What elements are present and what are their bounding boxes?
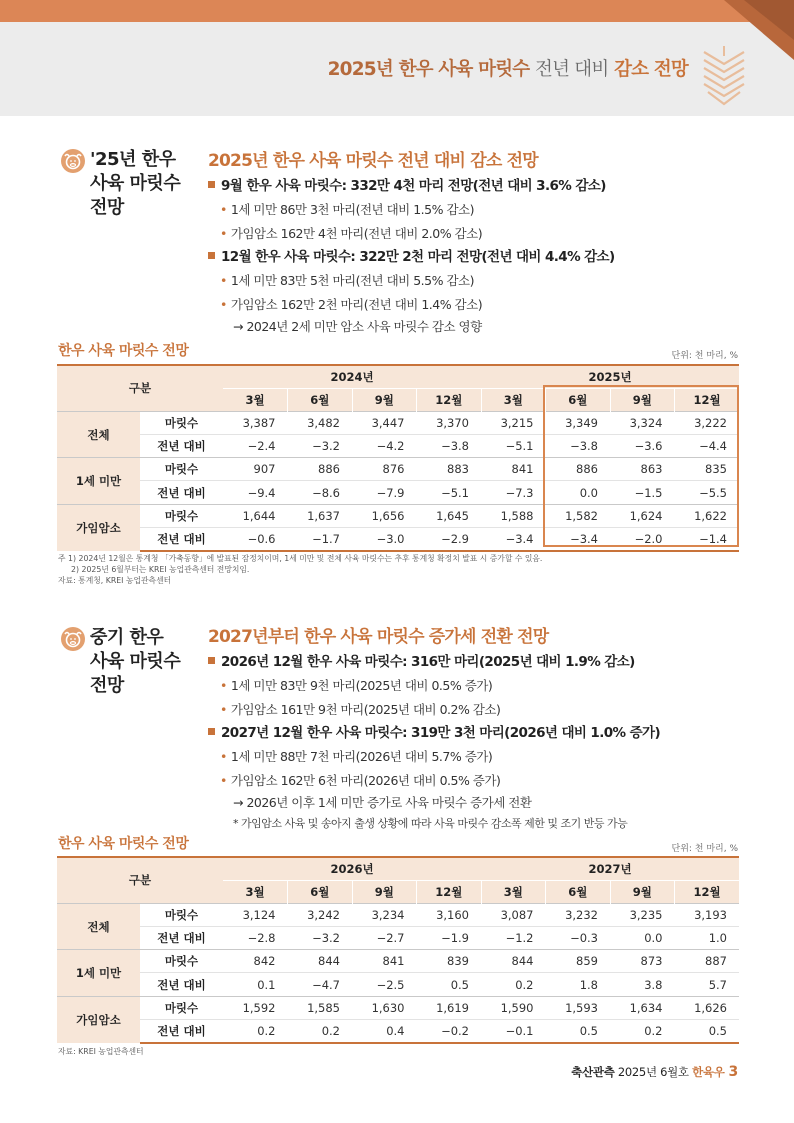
table-cell: −9.4 xyxy=(223,481,288,504)
table-cell: −5.5 xyxy=(675,481,740,504)
bullet: 9월 한우 사육 마릿수: 332만 4천 마리 전망(전년 대비 3.6% 감소) xyxy=(208,174,748,198)
row-category: 가임암소 xyxy=(57,504,140,550)
table-cell: −2.4 xyxy=(223,435,288,458)
row-subcategory: 전년 대비 xyxy=(140,973,223,996)
table-cell: 841 xyxy=(481,458,546,481)
arrow-note: → 2024년 2세 미만 암소 사육 마릿수 감소 영향 xyxy=(233,319,482,334)
section1-side-title: '25년 한우 사육 마릿수 전망 xyxy=(90,149,181,218)
row-subcategory: 마릿수 xyxy=(140,504,223,527)
sub-bullet: • 가임암소 162만 4천 마리(전년 대비 2.0% 감소) xyxy=(220,225,483,241)
table-cell: 0.1 xyxy=(223,973,288,996)
row-subcategory: 마릿수 xyxy=(140,950,223,973)
sub-bullet: • 1세 미만 88만 7천 마리(2026년 대비 5.7% 증가) xyxy=(220,749,493,764)
table-cell: 3,370 xyxy=(417,411,482,434)
table-cell: 0.2 xyxy=(481,973,546,996)
table-cell: 3,160 xyxy=(417,903,482,926)
bullet: 2027년 12월 한우 사육 마릿수: 319만 3천 마리(2026년 대비 1.0% 증가) xyxy=(208,721,748,745)
header-cell: 구분 xyxy=(57,857,223,903)
table-cell: 1.8 xyxy=(546,973,611,996)
table-row xyxy=(57,973,739,996)
row-subcategory: 전년 대비 xyxy=(140,527,223,550)
header-cell: 2024년 xyxy=(223,365,481,388)
table-row xyxy=(57,996,739,1019)
section1-content xyxy=(208,148,748,338)
row-category: 전체 xyxy=(57,903,140,949)
table-cell: 3,387 xyxy=(223,411,288,434)
table-cell: 887 xyxy=(675,950,740,973)
table-cell: 0.2 xyxy=(610,1019,675,1042)
table-cell: 3,482 xyxy=(288,411,353,434)
table-cell: 3,349 xyxy=(546,411,611,434)
sub-bullet: • 가임암소 161만 9천 마리(2025년 대비 0.2% 감소) xyxy=(220,701,501,717)
table-cell: 1,588 xyxy=(481,504,546,527)
table-cell: 1,619 xyxy=(417,996,482,1019)
header-cell: 9월 xyxy=(610,880,675,903)
header-cell: 6월 xyxy=(546,880,611,903)
table-cell: 835 xyxy=(675,458,740,481)
table-cell: 1,624 xyxy=(610,504,675,527)
row-subcategory: 마릿수 xyxy=(140,996,223,1019)
table-cell: 0.2 xyxy=(288,1019,353,1042)
header-cell: 12월 xyxy=(417,388,482,411)
table-cell: 1.0 xyxy=(675,927,740,950)
table-header-row xyxy=(57,857,739,880)
table-cell: 1,634 xyxy=(610,996,675,1019)
table-cell: −4.2 xyxy=(352,435,417,458)
sub-bullet: • 1세 미만 86만 3천 마리(전년 대비 1.5% 감소) xyxy=(220,202,474,217)
table-cell: 0.0 xyxy=(610,927,675,950)
table-cell: −3.8 xyxy=(417,435,482,458)
table-cell: 907 xyxy=(223,458,288,481)
table-cell: 3.8 xyxy=(610,973,675,996)
star-note: * 가임암소 사육 및 송아지 출생 상황에 따라 사육 마릿수 감소폭 제한 및 조기 반등 가능 xyxy=(233,817,628,830)
table-cell: −3.4 xyxy=(481,527,546,550)
table-cell: 1,590 xyxy=(481,996,546,1019)
table-cell: −0.1 xyxy=(481,1019,546,1042)
row-subcategory: 전년 대비 xyxy=(140,435,223,458)
header-cell: 9월 xyxy=(352,880,417,903)
table2-unit: 단위: 천 마리, % xyxy=(671,844,738,854)
table-cell: 3,324 xyxy=(610,411,675,434)
bullet: 2026년 12월 한우 사육 마릿수: 316만 마리(2025년 대비 1.9% 감소) xyxy=(208,650,748,674)
table-cell: 859 xyxy=(546,950,611,973)
table-cell: 3,193 xyxy=(675,903,740,926)
table-cell: −2.5 xyxy=(352,973,417,996)
cow-icon xyxy=(60,626,86,652)
table-row xyxy=(57,950,739,973)
table-cell: 1,626 xyxy=(675,996,740,1019)
row-subcategory: 마릿수 xyxy=(140,903,223,926)
sub-bullet: • 가임암소 162만 2천 마리(전년 대비 1.4% 감소) xyxy=(220,296,483,312)
header-cell: 2026년 xyxy=(223,857,481,880)
table-cell: 3,232 xyxy=(546,903,611,926)
table-cell: 0.5 xyxy=(546,1019,611,1042)
table-cell: −5.1 xyxy=(417,481,482,504)
table-cell: −2.0 xyxy=(610,527,675,550)
table-cell: 3,235 xyxy=(610,903,675,926)
table-cell: −1.2 xyxy=(481,927,546,950)
table-cell: −8.6 xyxy=(288,481,353,504)
table-cell: 1,622 xyxy=(675,504,740,527)
arrow-note: → 2026년 이후 1세 미만 증가로 사육 마릿수 증가세 전환 xyxy=(233,795,532,810)
table1-unit: 단위: 천 마리, % xyxy=(671,351,738,361)
table-cell: 0.0 xyxy=(546,481,611,504)
row-subcategory: 전년 대비 xyxy=(140,927,223,950)
table-cell: 1,582 xyxy=(546,504,611,527)
header-cell: 3월 xyxy=(481,388,546,411)
row-category: 가임암소 xyxy=(57,996,140,1042)
header-cell: 6월 xyxy=(288,388,353,411)
section1-title: 2025년 한우 사육 마릿수 전년 대비 감소 전망 xyxy=(208,151,538,171)
table-row xyxy=(57,1019,739,1042)
table-cell: −3.2 xyxy=(288,927,353,950)
table-cell: 1,644 xyxy=(223,504,288,527)
chevron-logo-icon xyxy=(700,42,748,110)
table-cell: −7.9 xyxy=(352,481,417,504)
table-cell: 886 xyxy=(546,458,611,481)
table-cell: 844 xyxy=(481,950,546,973)
table-cell: 0.2 xyxy=(223,1019,288,1042)
row-subcategory: 전년 대비 xyxy=(140,1019,223,1042)
table-cell: 0.4 xyxy=(352,1019,417,1042)
table-cell: 1,645 xyxy=(417,504,482,527)
table-row xyxy=(57,927,739,950)
sub-bullet: • 1세 미만 83만 9천 마리(2025년 대비 0.5% 증가) xyxy=(220,678,493,693)
header-cell: 2027년 xyxy=(481,857,739,880)
table-cell: −4.4 xyxy=(675,435,740,458)
table-cell: 873 xyxy=(610,950,675,973)
page-number: 3 xyxy=(728,1064,738,1080)
bullet: 12월 한우 사육 마릿수: 322만 2천 마리 전망(전년 대비 4.4% 감소) xyxy=(208,245,748,269)
table-cell: −3.8 xyxy=(546,435,611,458)
row-subcategory: 마릿수 xyxy=(140,411,223,434)
table-cell: −5.1 xyxy=(481,435,546,458)
table-cell: −1.7 xyxy=(288,527,353,550)
table-cell: −1.9 xyxy=(417,927,482,950)
table2-source: 자료: KREI 농업관측센터 xyxy=(58,1047,144,1056)
table-cell: 886 xyxy=(288,458,353,481)
table-row xyxy=(57,903,739,926)
row-subcategory: 마릿수 xyxy=(140,458,223,481)
table-cell: 3,215 xyxy=(481,411,546,434)
header-cell: 12월 xyxy=(675,880,740,903)
table-cell: −2.9 xyxy=(417,527,482,550)
header-cell: 12월 xyxy=(675,388,740,411)
cow-icon xyxy=(60,148,86,174)
table-cell: 0.5 xyxy=(675,1019,740,1042)
table-cell: 883 xyxy=(417,458,482,481)
table-cell: 863 xyxy=(610,458,675,481)
row-category: 1세 미만 xyxy=(57,950,140,996)
sub-bullet: • 가임암소 162만 6천 마리(2026년 대비 0.5% 증가) xyxy=(220,772,501,788)
table-cell: 1,630 xyxy=(352,996,417,1019)
table-cell: −3.2 xyxy=(288,435,353,458)
header-cell: 6월 xyxy=(546,388,611,411)
page-title: 2025년 한우 사육 마릿수 전년 대비 감소 전망 xyxy=(327,59,688,80)
header-cell: 6월 xyxy=(288,880,353,903)
header-cell: 3월 xyxy=(223,388,288,411)
page-footer: 축산관측 2025년 6월호 한육우 3 xyxy=(571,1064,738,1080)
table-cell: −0.2 xyxy=(417,1019,482,1042)
row-category: 1세 미만 xyxy=(57,458,140,504)
table-cell: −1.5 xyxy=(610,481,675,504)
forecast-highlight-box xyxy=(543,385,739,547)
table-cell: −1.4 xyxy=(675,527,740,550)
top-color-band xyxy=(0,0,794,22)
header-cell: 3월 xyxy=(481,880,546,903)
header-cell: 9월 xyxy=(610,388,675,411)
table-cell: 876 xyxy=(352,458,417,481)
table-cell: −3.0 xyxy=(352,527,417,550)
table-cell: 1,593 xyxy=(546,996,611,1019)
table-cell: 3,242 xyxy=(288,903,353,926)
table-cell: 841 xyxy=(352,950,417,973)
table1-title: 한우 사육 마릿수 전망 xyxy=(58,343,189,359)
table-cell: 3,222 xyxy=(675,411,740,434)
header-cell: 구분 xyxy=(57,365,223,411)
section2-title: 2027년부터 한우 사육 마릿수 증가세 전환 전망 xyxy=(208,627,549,647)
header-cell: 9월 xyxy=(352,388,417,411)
table-cell: 1,656 xyxy=(352,504,417,527)
header-cell: 2025년 xyxy=(481,365,739,388)
section2-content xyxy=(208,624,748,834)
table-cell: −2.8 xyxy=(223,927,288,950)
table2-title: 한우 사육 마릿수 전망 xyxy=(58,836,189,852)
table-cell: 1,585 xyxy=(288,996,353,1019)
table-cell: −7.3 xyxy=(481,481,546,504)
section2-side-title: 중기 한우 사육 마릿수 전망 xyxy=(90,627,181,696)
table-cell: 5.7 xyxy=(675,973,740,996)
row-category: 전체 xyxy=(57,411,140,457)
table-cell: −0.3 xyxy=(546,927,611,950)
header-cell: 12월 xyxy=(417,880,482,903)
table-cell: −0.6 xyxy=(223,527,288,550)
table-cell: 842 xyxy=(223,950,288,973)
table1-footnote: 주 1) 2024년 12월은 통계청 「가축동향」에 발표된 잠정치이며, 1세 미만 및 전체 사육 마릿수는 추후 통계청 확정치 발표 시 증가할 수 있음. 2) 2025년 6월부터는 KREI 농업관측센터 전망치임. 자료: 통계청, KREI 농업관측센터 xyxy=(58,554,543,585)
header-cell: 3월 xyxy=(223,880,288,903)
table-cell: −3.6 xyxy=(610,435,675,458)
table-cell: 3,447 xyxy=(352,411,417,434)
table-cell: 0.5 xyxy=(417,973,482,996)
row-subcategory: 전년 대비 xyxy=(140,481,223,504)
table-cell: −4.7 xyxy=(288,973,353,996)
table-cell: 3,087 xyxy=(481,903,546,926)
sub-bullet: • 1세 미만 83만 5천 마리(전년 대비 5.5% 감소) xyxy=(220,273,474,288)
table2 xyxy=(57,856,739,1044)
table-cell: 1,592 xyxy=(223,996,288,1019)
table-cell: 3,124 xyxy=(223,903,288,926)
table-cell: −2.7 xyxy=(352,927,417,950)
table-cell: 839 xyxy=(417,950,482,973)
table-cell: −3.4 xyxy=(546,527,611,550)
table-cell: 3,234 xyxy=(352,903,417,926)
table-cell: 844 xyxy=(288,950,353,973)
table-cell: 1,637 xyxy=(288,504,353,527)
